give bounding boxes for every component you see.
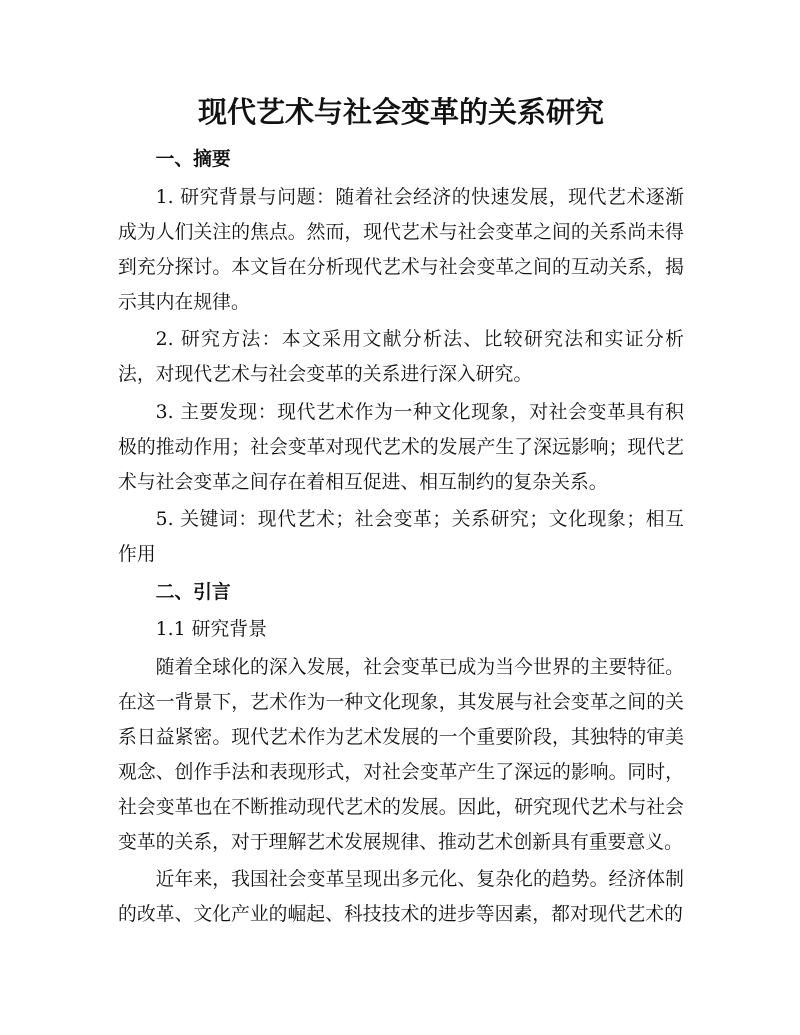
abstract-paragraph-background: 1. 研究背景与问题：随着社会经济的快速发展，现代艺术逐渐成为人们关注的焦点。然而，现代艺术与社会变革之间的关系尚未得到充分探讨。本文旨在分析现代艺术与社会变革之间的互动关系，揭示其内在规律。 — [118, 186, 684, 313]
abstract-paragraph-keywords: 5. 关键词：现代艺术；社会变革；关系研究；文化现象；相互作用 — [118, 509, 684, 565]
section-heading-abstract: 一、摘要 — [155, 149, 231, 170]
abstract-paragraph-findings: 3. 主要发现：现代艺术作为一种文化现象，对社会变革具有积极的推动作用；社会变革对现代艺术的发展产生了深远影响；现代艺术与社会变革之间存在着相互促进、相互制约的复杂关系。 — [118, 401, 684, 493]
document-body — [118, 142, 684, 935]
introduction-paragraph-2: 近年来，我国社会变革呈现出多元化、复杂化的趋势。经济体制的改革、文化产业的崛起、科技技术的进步等因素，都对现代艺术的 — [118, 869, 684, 925]
document-title: 现代艺术与社会变革的关系研究 — [197, 95, 604, 129]
section-heading-introduction: 二、引言 — [155, 581, 231, 603]
document-page — [118, 0, 684, 1035]
subsection-heading-research-background: 1.1 研究背景 — [155, 619, 267, 640]
abstract-paragraph-methods: 2. 研究方法：本文采用文献分析法、比较研究法和实证分析法，对现代艺术与社会变革的关系进行深入研究。 — [118, 329, 684, 385]
introduction-paragraph-1: 随着全球化的深入发展，社会变革已成为当今世界的主要特征。在这一背景下，艺术作为一种文化现象，其发展与社会变革之间的关系日益紧密。现代艺术作为艺术发展的一个重要阶段，其独特的审美观念、创作手法和表现形式，对社会变革产生了深远的影响。同时，社会变革也在不断推动现代艺术的发展。因此，研究现代艺术与社会变革的关系，对于理解艺术发展规律、推动艺术创新具有重要意义。 — [118, 656, 684, 853]
